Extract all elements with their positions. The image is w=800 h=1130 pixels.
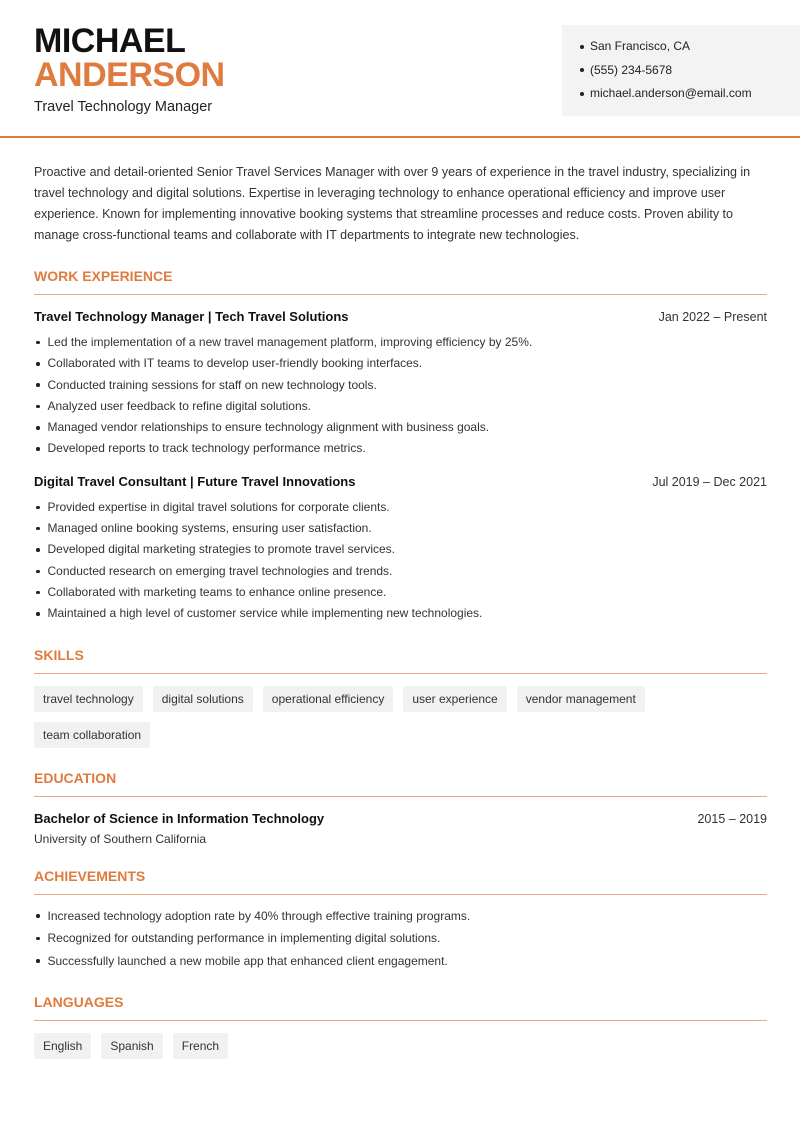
skill-tag: team collaboration — [34, 722, 150, 748]
bullet-text: Managed online booking systems, ensuring user satisfaction. — [47, 521, 372, 536]
list-item — [34, 332, 767, 353]
summary-paragraph: Proactive and detail-oriented Senior Travel Services Manager with over 9 years of experience in the travel industry, specializing in travel technology and digital solutions. Expertise in leveraging technology to enhance operational efficiency and improve user experience. Known for implementing innovative booking systems that streamline processes and reduce costs. Proven ability to manage cross-functional teams and collaborate with IT departments to integrate new technologies. — [34, 165, 751, 242]
achievements-list — [34, 905, 767, 973]
resume-body — [34, 162, 767, 1059]
bullet-icon — [36, 341, 40, 345]
education-header — [34, 811, 767, 826]
bullet-icon — [36, 447, 40, 451]
bullet-icon — [36, 383, 40, 387]
bullet-icon — [36, 937, 40, 941]
resume-header — [0, 0, 800, 138]
list-item — [34, 497, 767, 518]
skill-tag: user experience — [403, 686, 506, 712]
bullet-icon — [36, 914, 40, 918]
bullet-text: Collaborated with marketing teams to enhance online presence. — [47, 584, 387, 599]
list-item — [34, 518, 767, 539]
contact-email — [580, 82, 800, 106]
bullet-icon — [36, 405, 40, 409]
bullet-icon — [36, 548, 40, 552]
bullet-icon — [36, 591, 40, 595]
job-title: Travel Technology Manager — [34, 99, 213, 115]
list-item — [34, 582, 767, 603]
list-item — [34, 417, 767, 438]
job-entry — [34, 474, 767, 625]
achievement-text: Successfully launched a new mobile app that enhanced client engagement. — [47, 953, 448, 968]
degree: Bachelor of Science in Information Technology — [34, 810, 325, 826]
skill-tag: operational efficiency — [263, 686, 394, 712]
contact-box — [562, 25, 800, 116]
skill-tag: digital solutions — [153, 686, 253, 712]
email-text: michael.anderson@email.com — [590, 86, 752, 100]
bullet-icon — [36, 506, 40, 510]
list-item — [34, 539, 767, 560]
section-title-education: EDUCATION — [34, 770, 767, 797]
bullet-text: Led the implementation of a new travel management platform, improving efficiency by 25%. — [47, 335, 533, 349]
first-name: MICHAEL — [34, 22, 186, 60]
last-name: ANDERSON — [34, 56, 225, 94]
achievement-text: Increased technology adoption rate by 40% through effective training programs. — [47, 908, 471, 923]
school-name: University of Southern California — [34, 831, 207, 846]
list-item — [34, 950, 767, 973]
education-dates: 2015 – 2019 — [697, 811, 767, 826]
bullet-text: Conducted research on emerging travel technologies and trends. — [47, 563, 393, 578]
bullet-text: Analyzed user feedback to refine digital solutions. — [47, 398, 311, 413]
bullet-text: Developed digital marketing strategies to promote travel services. — [47, 542, 395, 557]
languages-list — [34, 1033, 767, 1059]
job-bullets — [34, 332, 767, 460]
job-header — [34, 309, 767, 324]
job-entry — [34, 309, 767, 460]
contact-location — [580, 35, 800, 59]
language-tag: Spanish — [101, 1033, 162, 1059]
bullet-text: Collaborated with IT teams to develop user-friendly booking interfaces. — [47, 356, 423, 371]
skill-tag: travel technology — [34, 686, 143, 712]
bullet-icon — [36, 527, 40, 531]
bullet-icon — [36, 362, 40, 366]
bullet-icon — [580, 92, 584, 96]
job-bullets — [34, 497, 767, 625]
job-role: Travel Technology Manager | Tech Travel Solutions — [34, 309, 349, 324]
list-item — [34, 353, 767, 374]
skill-tag: vendor management — [517, 686, 645, 712]
bullet-icon — [36, 426, 40, 430]
section-title-languages: LANGUAGES — [34, 994, 767, 1021]
bullet-text: Provided expertise in digital travel solutions for corporate clients. — [47, 499, 390, 514]
section-title-work: WORK EXPERIENCE — [34, 268, 767, 295]
achievement-text: Recognized for outstanding performance in implementing digital solutions. — [47, 931, 441, 946]
bullet-icon — [36, 570, 40, 574]
bullet-text: Conducted training sessions for staff on new technology tools. — [47, 377, 377, 392]
education-entry — [34, 811, 767, 846]
job-dates: Jan 2022 – Present — [658, 310, 767, 324]
language-tag: English — [34, 1033, 91, 1059]
bullet-icon — [580, 45, 584, 49]
list-item — [34, 561, 767, 582]
bullet-text: Managed vendor relationships to ensure technology alignment with business goals. — [47, 420, 490, 435]
phone-text: (555) 234-5678 — [590, 62, 673, 77]
list-item — [34, 603, 767, 624]
section-title-achievements: ACHIEVEMENTS — [34, 868, 767, 895]
list-item — [34, 927, 767, 950]
bullet-icon — [580, 68, 584, 72]
bullet-text: Developed reports to track technology performance metrics. — [47, 441, 366, 456]
bullet-text: Maintained a high level of customer service while implementing new technologies. — [47, 606, 483, 621]
location-text: San Francisco, CA — [590, 39, 691, 53]
list-item — [34, 905, 767, 928]
list-item — [34, 438, 767, 459]
bullet-icon — [36, 959, 40, 963]
section-title-skills: SKILLS — [34, 647, 767, 674]
list-item — [34, 375, 767, 396]
list-item — [34, 396, 767, 417]
skills-list — [34, 686, 767, 748]
job-role: Digital Travel Consultant | Future Travel Innovations — [34, 473, 356, 489]
job-dates: Jul 2019 – Dec 2021 — [652, 474, 767, 489]
bullet-icon — [36, 612, 40, 616]
contact-phone — [580, 59, 800, 83]
language-tag: French — [173, 1033, 228, 1059]
job-header — [34, 474, 767, 489]
